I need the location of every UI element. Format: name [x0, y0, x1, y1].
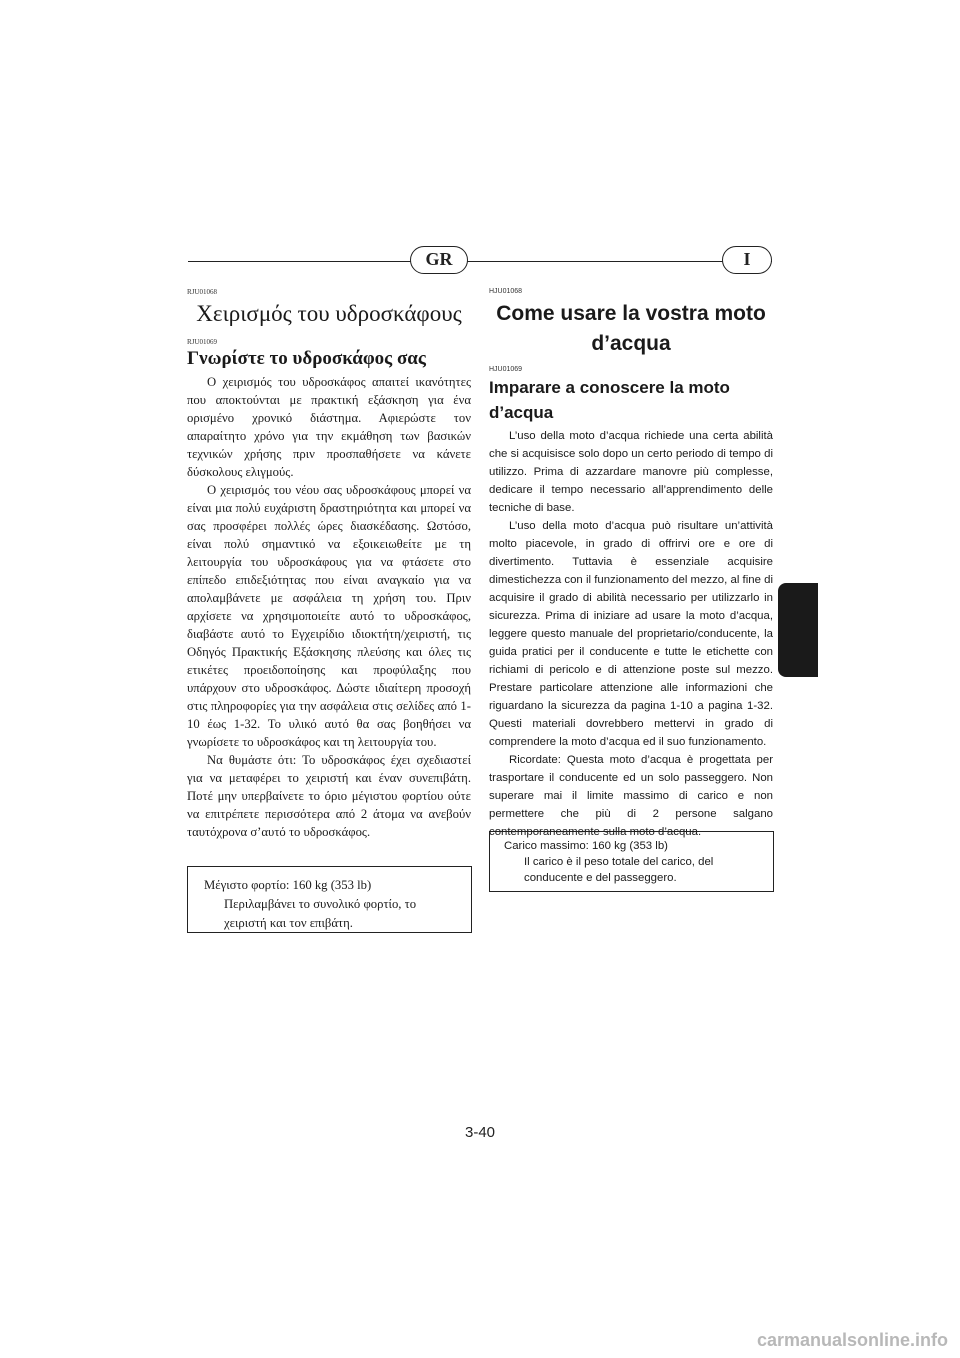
page-title: Come usare la vostra moto d’acqua [496, 302, 766, 355]
page-number: 3-40 [464, 1124, 496, 1141]
header-rule [188, 261, 772, 262]
max-load-note: Il carico è il peso totale del carico, del conducente e del passeggero. [524, 856, 714, 884]
paragraph: L’uso della moto d’acqua può risultare un’attività molto piacevole, in grado di offrirvi ore e ore di divertimento. Tuttavia è essenziale acquisire dimestichezza con il funzionamento del mezzo, al fine di acquisire il grado di abilità necessario per utilizzarlo in sicurezza. Prima di iniziare ad usare la moto d’acqua, leggere questo manuale del proprietario/conducente, la guida pratici per il conducente e tutte le etichette con richiami di pericolo e di attenzione poste sul mezzo. Prestare particolare attenzione alle informazioni che riguardano la sicurezza da pagina 1-10 a pagina 1-32. Questi materiali dovrebbero mettervi in grado di comprendere la moto d’acqua ed il suo funzionamento. [489, 520, 773, 748]
paragraph: Να θυμάστε ότι: Το υδροσκάφος έχει σχεδιαστεί για να μεταφέρει το χειριστή και έναν συνεπιβάτη. Ποτέ μην υπερβαίνετε το όριο μέγιστου φορτίου ούτε να επιτρέπετε περισσότερα από 2 άτομα να ανεβούν ταυτόχρονα σ’αυτό το υδροσκάφος. [187, 753, 471, 839]
paragraph: Ο χειρισμός του υδροσκάφος απαιτεί ικανότητες που αποκτούνται με πρακτική εξάσκηση για ένα ορισμένο χρονικό διάστημα. Αφιερώστε τον απαραίτητο χρόνο για την εκμάθηση των βασικών τεχνικών χρήσης πριν προσπαθήσετε να κάνετε δύσκολους ελιγμούς. [187, 375, 471, 479]
subsection-code: RJU01069 [187, 338, 217, 346]
page-title: Χειρισμός του υδροσκάφους [196, 301, 462, 326]
watermark-link[interactable]: carmanualsonline.info [756, 1330, 948, 1350]
greek-column [187, 287, 471, 841]
section-code: RJU01068 [187, 288, 217, 296]
paragraph: Ο χειρισμός του νέου σας υδροσκάφους μπορεί να είναι μια πολύ ευχάριστη δραστηριότητα και μπορεί να σας προσφέρει πολλές ώρες διασκέδασης. Ωστόσο, είναι πολύ σημαντικό να εξοικειωθείτε με τη λειτουργία του υδροσκάφους για να φτάσετε στο επίπεδο επιδεξιότητας που είναι αναγκαίο για να απολαμβάνετε με ασφάλεια τη χρήση του. Πριν αρχίσετε να χρησιμοποιείτε αυτό το υδροσκάφος, διαβάστε αυτό το Εγχειρίδιο ιδιοκτήτη/χειριστή, τις Οδηγός Πρακτικής Εξάσκησης πλεύσης και όλες τις ετικέτες προειδοποίησης και προφύλαξης που υπάρχουν στο υδροσκάφος. Δώστε ιδιαίτερη προσοχή στις πληροφορίες για την ασφάλεια στις σελίδες από 1-10 έως 1-32. Το υλικό αυτό θα σας βοηθήσει να γνωρίσετε το υδροσκάφος και τη λειτουργία του. [187, 483, 471, 749]
subsection-title: Imparare a conoscere la moto d’acqua [489, 378, 730, 422]
max-load-label: Carico massimo: 160 kg (353 lb) [504, 840, 668, 852]
max-load-note: Περιλαμβάνει το συνολικό φορτίο, το χειριστή και τον επιβάτη. [224, 897, 417, 930]
subsection-code: HJU01069 [489, 366, 523, 373]
max-load-label: Μέγιστο φορτίο: 160 kg (353 lb) [204, 878, 372, 892]
subsection-title: Γνωρίστε το υδροσκάφος σας [187, 348, 426, 369]
paragraph: Ricordate: Questa moto d’acqua è progettata per trasportare il conducente ed un solo passeggero. Non superare mai il limite massimo di carico e non permettere che più di 2 persone salgano contemporaneamente sulla moto d’acqua. [489, 754, 773, 838]
language-badge-italian: I [722, 246, 772, 274]
language-badge-greek: GR [410, 246, 468, 274]
section-code: HJU01068 [489, 288, 523, 295]
max-load-box-greek [187, 866, 472, 933]
paragraph: L’uso della moto d’acqua richiede una certa abilità che si acquisisce solo dopo un certo periodo di tempo di utilizzo. Prima di azzardare manovre più complesse, dedicare il tempo necessario all’apprendimento delle tecniche di base. [489, 430, 773, 514]
max-load-box-italian [489, 831, 774, 892]
italian-column [489, 287, 773, 841]
section-thumb-tab [778, 583, 818, 677]
